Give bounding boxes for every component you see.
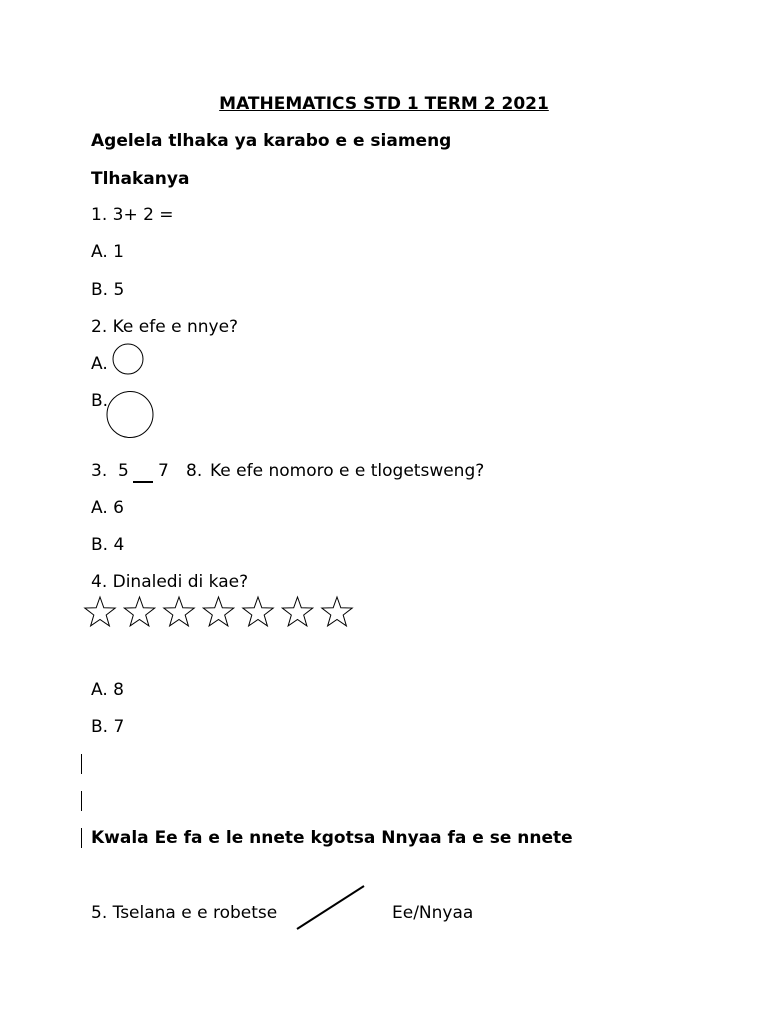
star-icon: [164, 597, 194, 626]
question-4-option-a: A. 8: [91, 680, 124, 700]
star-icon: [282, 597, 312, 626]
question-3-text: Ke efe nomoro e e tlogetsweng?: [210, 461, 485, 481]
question-3-sequence-first: 5: [118, 461, 129, 481]
question-3-option-b: B. 4: [91, 535, 125, 555]
question-4-option-b: B. 7: [91, 717, 125, 737]
small-circle-shape: [112, 343, 146, 377]
sleeping-line-shape: [294, 883, 368, 933]
question-5-answer-options: Ee/Nnyaa: [392, 903, 474, 923]
question-5: 5. Tselana e e robetse: [91, 903, 278, 923]
question-1-option-a: A. 1: [91, 242, 124, 262]
large-circle-shape: [106, 390, 156, 440]
question-3-sequence-second: 7: [158, 461, 169, 481]
star-icon: [85, 597, 115, 626]
question-2: 2. Ke efe e nnye?: [91, 317, 239, 337]
question-1-option-b: B. 5: [91, 280, 125, 300]
star-icon: [243, 597, 273, 626]
question-3-number: 3.: [91, 461, 108, 481]
section-2-instruction: Kwala Ee fa e le nnete kgotsa Nnyaa fa e se nnete: [91, 828, 573, 848]
question-1: 1. 3+ 2 =: [91, 205, 174, 225]
question-3-sequence-last: 8.: [186, 461, 203, 481]
star-icon: [124, 597, 154, 626]
stars-row: [80, 596, 370, 630]
question-2-option-b: B.: [91, 391, 109, 411]
question-3-blank-line: [133, 481, 153, 483]
page-title: MATHEMATICS STD 1 TERM 2 2021: [219, 94, 549, 114]
text-cursor-mark: [81, 828, 82, 848]
text-cursor-mark: [81, 754, 82, 774]
question-2-option-a: A.: [91, 354, 108, 374]
instruction-text: Agelela tlhaka ya karabo e e siameng: [91, 131, 452, 151]
section-heading: Tlhakanya: [91, 169, 190, 189]
text-cursor-mark: [81, 791, 82, 811]
question-4: 4. Dinaledi di kae?: [91, 572, 249, 592]
star-icon: [203, 597, 233, 626]
star-icon: [322, 597, 352, 626]
question-3-option-a: A. 6: [91, 498, 124, 518]
